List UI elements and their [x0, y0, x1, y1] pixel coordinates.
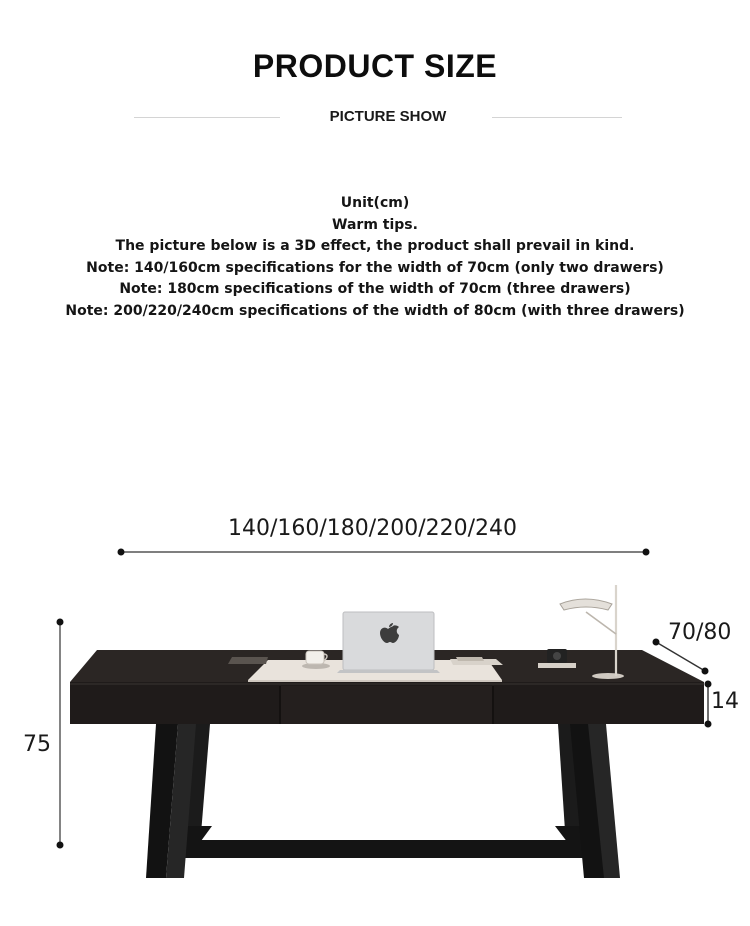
- lamp-shade: [560, 599, 612, 610]
- height-dimension-endpoint-bottom: [57, 842, 64, 849]
- section-subtitle: PICTURE SHOW: [329, 108, 447, 125]
- height-dimension-endpoint-top: [57, 619, 64, 626]
- note-3d-effect: The picture below is a 3D effect, the product shall prevail in kind.: [115, 238, 635, 255]
- paper-top-sheet: [456, 657, 484, 661]
- camera-stand: [538, 663, 576, 668]
- desk-drawer-center: [281, 686, 492, 724]
- desk-mat-edge: [248, 680, 502, 682]
- page-title: PRODUCT SIZE: [252, 48, 498, 84]
- note-warm-tips: Warm tips.: [332, 216, 418, 233]
- drawer-height-label: 14: [711, 689, 739, 714]
- lamp-arm: [586, 612, 616, 634]
- camera-lens: [553, 652, 561, 660]
- depth-dimension-endpoint-front: [702, 668, 709, 675]
- desk-tray: [228, 657, 268, 664]
- laptop-base: [337, 670, 440, 673]
- coffee-mug: [306, 651, 324, 664]
- drawer-dimension-endpoint-top: [705, 681, 712, 688]
- width-dimension-endpoint-left: [118, 549, 125, 556]
- lamp-base: [592, 673, 624, 679]
- drawer-dimension-endpoint-bottom: [705, 721, 712, 728]
- note-140-160: Note: 140/160cm specifications for the width of 70cm (only two drawers): [86, 259, 664, 276]
- note-200-240: Note: 200/220/240cm specifications of the width of 80cm (with three drawers): [65, 302, 685, 319]
- note-180: Note: 180cm specifications of the width of 70cm (three drawers): [119, 281, 631, 298]
- depth-dimension-endpoint-back: [653, 639, 660, 646]
- desk-stretcher-bar: [176, 840, 590, 858]
- note-unit: Unit(cm): [340, 195, 410, 211]
- width-dimension-endpoint-right: [643, 549, 650, 556]
- width-dimension-label: 140/160/180/200/220/240: [228, 516, 518, 541]
- height-dimension-label: 75: [23, 732, 51, 757]
- depth-dimension-label: 70/80: [668, 620, 732, 645]
